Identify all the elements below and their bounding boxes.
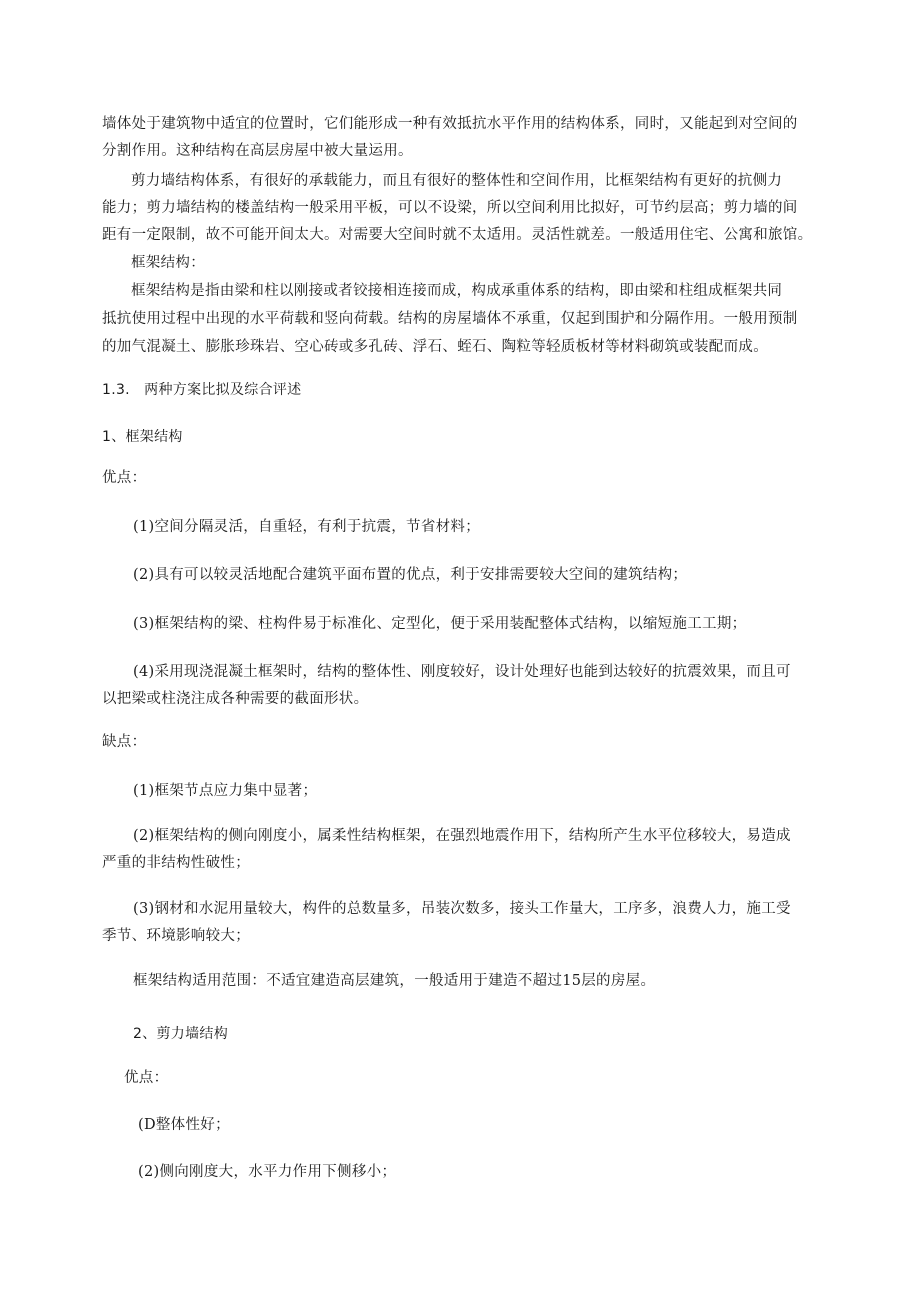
paragraph-line: 的加气混凝土、膨胀珍珠岩、空心砖或多孔砖、浮石、蛭石、陶粒等轻质板材等材料砌筑或装配而成。: [102, 339, 768, 355]
paragraph-line: 框架结构：: [131, 255, 205, 271]
list-item: (3)钢材和水泥用量较大，构件的总数量多，吊装次数多，接头工作量大，工序多，浪费人力，施工受: [133, 901, 791, 917]
subsection-title: 1、框架结构: [102, 429, 183, 445]
list-item: (2)侧向刚度大，水平力作用下侧移小；: [138, 1164, 397, 1180]
pros-label: 优点：: [102, 470, 147, 486]
scope-text: 框架结构适用范围：不适宜建造高层建筑，一般适用于建造不超过15层的房屋。: [133, 973, 656, 989]
paragraph-line: 墙体处于建筑物中适宜的位置时，它们能形成一种有效抵抗水平作用的结构体系，同时，又能起到对空间的: [102, 116, 798, 132]
list-item: (3)框架结构的梁、柱构件易于标准化、定型化，便于采用装配整体式结构，以缩短施工工期；: [133, 616, 747, 632]
list-item-continuation: 严重的非结构性破性；: [102, 855, 250, 871]
list-item: (D整体性好；: [138, 1117, 230, 1133]
paragraph-line: 距有一定限制，故不可能开间太大。对需要大空间时就不太适用。灵活性就差。一般适用住宅、公寓和旅馆。: [102, 227, 813, 243]
list-item: (1)空间分隔灵活，自重轻，有利于抗震，节省材料；: [133, 519, 481, 535]
cons-label: 缺点：: [102, 734, 147, 750]
subsection-title: 2、剪力墙结构: [133, 1026, 229, 1042]
list-item: (4)采用现浇混凝土框架时，结构的整体性、刚度较好，设计处理好也能到达较好的抗震效果，而且可: [133, 664, 791, 680]
paragraph-line: 分割作用。这种结构在高层房屋中被大量运用。: [102, 143, 413, 159]
paragraph-line: 剪力墙结构体系，有很好的承载能力，而且有很好的整体性和空间作用，比框架结构有更好的抗侧力: [131, 173, 783, 189]
pros-label: 优点：: [124, 1070, 169, 1086]
list-item: (2)框架结构的侧向刚度小，属柔性结构框架，在强烈地震作用下，结构所产生水平位移较大，易造成: [133, 828, 791, 844]
paragraph-line: 框架结构是指由梁和柱以刚接或者铰接相连接而成，构成承重体系的结构，即由梁和柱组成框架共同: [131, 283, 783, 299]
paragraph-line: 抵抗使用过程中出现的水平荷载和竖向荷载。结构的房屋墙体不承重，仅起到围护和分隔作用。一般用预制: [102, 311, 798, 327]
paragraph-line: 能力；剪力墙结构的楼盖结构一般采用平板，可以不设梁，所以空间利用比拟好，可节约层高；剪力墙的间: [102, 200, 798, 216]
list-item: (2)具有可以较灵活地配合建筑平面布置的优点，利于安排需要较大空间的建筑结构；: [133, 567, 688, 583]
section-heading: 1.3. 两种方案比拟及综合评述: [102, 382, 302, 398]
list-item: (1)框架节点应力集中显著；: [133, 783, 318, 799]
list-item-continuation: 以把梁或柱浇注成各种需要的截面形状。: [102, 691, 369, 707]
list-item-continuation: 季节、环境影响较大；: [102, 928, 250, 944]
